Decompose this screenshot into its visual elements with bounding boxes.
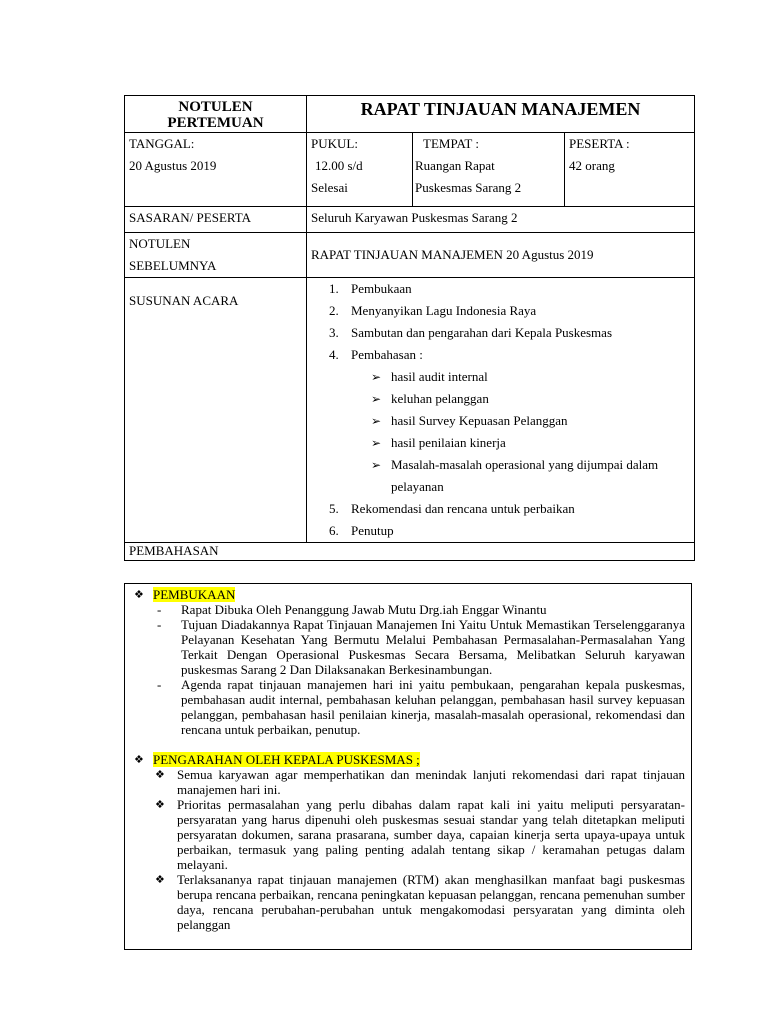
list-item: - Agenda rapat tinjauan manajemen hari ini yaitu pembukaan, pengarahan kepala puskesmas, pembahasan audit internal, pembahasan keluhan pelanggan, pembahasan hasil survey kepuasan pelanggan, pembahasan hasil penilaian kinerja, masalah-masalah operasional, rekomendasi dan rencana untuk perbaikan, penutup. [157, 677, 685, 737]
tanggal-cell [125, 133, 307, 207]
pukul-value-time: 12.00 s/d [315, 158, 363, 173]
notulen-sebelumnya-value: RAPAT TINJAUAN MANAJEMEN 20 Agustus 2019 [307, 233, 695, 278]
notulen-sebelumnya-label-2: SEBELUMNYA [129, 258, 217, 273]
arrow-bullet-icon: ➢ [371, 414, 382, 428]
list-item: ❖ Terlaksananya rapat tinjauan manajemen (RTM) akan menghasilkan manfaat bagi puskesmas berupa rencana perbaikan, rencana peningkatan kepuasan pelanggan, rencana pemenuhan sumber daya, rencana perubahan-perubahan untuk mengakomodasi persyaratan yang diminta oleh pelanggan [155, 872, 685, 932]
agenda-item: 6. Penutup [329, 523, 394, 538]
list-item: ❖ Semua karyawan agar memperhatikan dan menindak lanjuti rekomendasi dari rapat tinjauan manajemen hari ini. [155, 767, 685, 797]
notulen-sebelumnya-cell [125, 233, 307, 278]
agenda-sub-list [351, 366, 690, 498]
peserta-label: PESERTA : [569, 136, 630, 151]
peserta-cell [565, 133, 695, 207]
agenda-sub-item: ➢ hasil penilaian kinerja [371, 432, 690, 454]
meeting-notes-box [124, 583, 692, 950]
diamond-bullet-icon: ❖ [155, 768, 165, 781]
agenda-sub-item: ➢ hasil Survey Kepuasan Pelanggan [371, 410, 690, 432]
sasaran-label: SASARAN/ PESERTA [125, 207, 307, 233]
notulen-sebelumnya-label-1: NOTULEN [129, 236, 191, 251]
diamond-bullet-icon: ❖ [134, 588, 144, 601]
agenda-item: 3. Sambutan dan pengarahan dari Kepala Puskesmas [329, 325, 613, 340]
agenda-item: 4. Pembahasan : ➢ hasil audit internal ➢ keluhan pelanggan ➢ hasil Survey Kepuasan Pelanggan ➢ hasil penilaian kinerja ➢ Masalah-masalah operasional yang dijumpai dalam pelayanan [329, 344, 690, 498]
tempat-label: TEMPAT : [423, 136, 479, 151]
notulen-pertemuan-title: NOTULEN PERTEMUAN [125, 96, 307, 133]
pukul-label: PUKUL: [311, 136, 358, 151]
agenda-item: 2. Menyanyikan Lagu Indonesia Raya [329, 303, 537, 318]
agenda-item: 1. Pembukaan [329, 281, 412, 296]
pembukaan-title: PEMBUKAAN [153, 587, 236, 602]
agenda-list [311, 278, 690, 542]
list-item: - Tujuan Diadakannya Rapat Tinjauan Manajemen Ini Yaitu Untuk Memastikan Terselenggaranya Pelayanan Kesehatan Yang Bermutu Melalui Pembahasan Permasalahan-Permasalahan Yang Terkait Dengan Operasional Puskesmas Secara Bersama, Melibatkan Seluruh karyawan puskesmas Sarang 2 Dan Dilaksanakan Berkesinambungan. [157, 617, 685, 677]
meeting-info-table [124, 95, 695, 561]
list-item: ❖ Prioritas permasalahan yang perlu dibahas dalam rapat kali ini yaitu meliputi persyaratan-persyaratan yang harus dipenuhi oleh puskesmas sesuai standar yang telah ditetapkan meliputi persyaratan dokumen, sarana prasarana, sumber daya, capaian kinerja serta upaya-upaya untuk perbaikan, termasuk yang paling penting adalah tentang sikap / keramahan petugas dalam melayani. [155, 797, 685, 872]
tempat-value-place: Puskesmas Sarang 2 [415, 180, 522, 195]
tempat-cell [413, 133, 565, 207]
tanggal-label: TANGGAL: [129, 136, 195, 151]
tanggal-value: 20 Agustus 2019 [129, 158, 217, 173]
arrow-bullet-icon: ➢ [371, 458, 382, 472]
diamond-bullet-icon: ❖ [134, 753, 144, 766]
agenda-sub-item: ➢ keluhan pelanggan [371, 388, 690, 410]
susunan-acara-label: SUSUNAN ACARA [125, 278, 307, 543]
pembukaan-list [131, 602, 685, 737]
agenda-sub-item: ➢ hasil audit internal [371, 366, 690, 388]
pembukaan-heading [131, 587, 685, 602]
tempat-value-room: Ruangan Rapat [415, 158, 495, 173]
arrow-bullet-icon: ➢ [371, 436, 382, 450]
peserta-value: 42 orang [569, 158, 615, 173]
pembahasan-label: PEMBAHASAN [125, 543, 695, 561]
diamond-bullet-icon: ❖ [155, 873, 165, 886]
agenda-item: 5. Rekomendasi dan rencana untuk perbaikan [329, 501, 575, 516]
susunan-acara-list-cell [307, 278, 695, 543]
arrow-bullet-icon: ➢ [371, 370, 382, 384]
rapat-title: RAPAT TINJAUAN MANAJEMEN [307, 96, 695, 133]
pengarahan-heading [131, 752, 685, 767]
diamond-bullet-icon: ❖ [155, 798, 165, 811]
arrow-bullet-icon: ➢ [371, 392, 382, 406]
agenda-sub-item: ➢ Masalah-masalah operasional yang dijumpai dalam pelayanan [371, 454, 691, 498]
pukul-value-end: Selesai [311, 180, 348, 195]
pengarahan-title: PENGARAHAN OLEH KEPALA PUSKESMAS ; [153, 752, 420, 767]
sasaran-value: Seluruh Karyawan Puskesmas Sarang 2 [307, 207, 695, 233]
pengarahan-list [131, 767, 685, 932]
pukul-cell [307, 133, 413, 207]
list-item: - Rapat Dibuka Oleh Penanggung Jawab Mutu Drg.iah Enggar Winantu [157, 602, 547, 617]
